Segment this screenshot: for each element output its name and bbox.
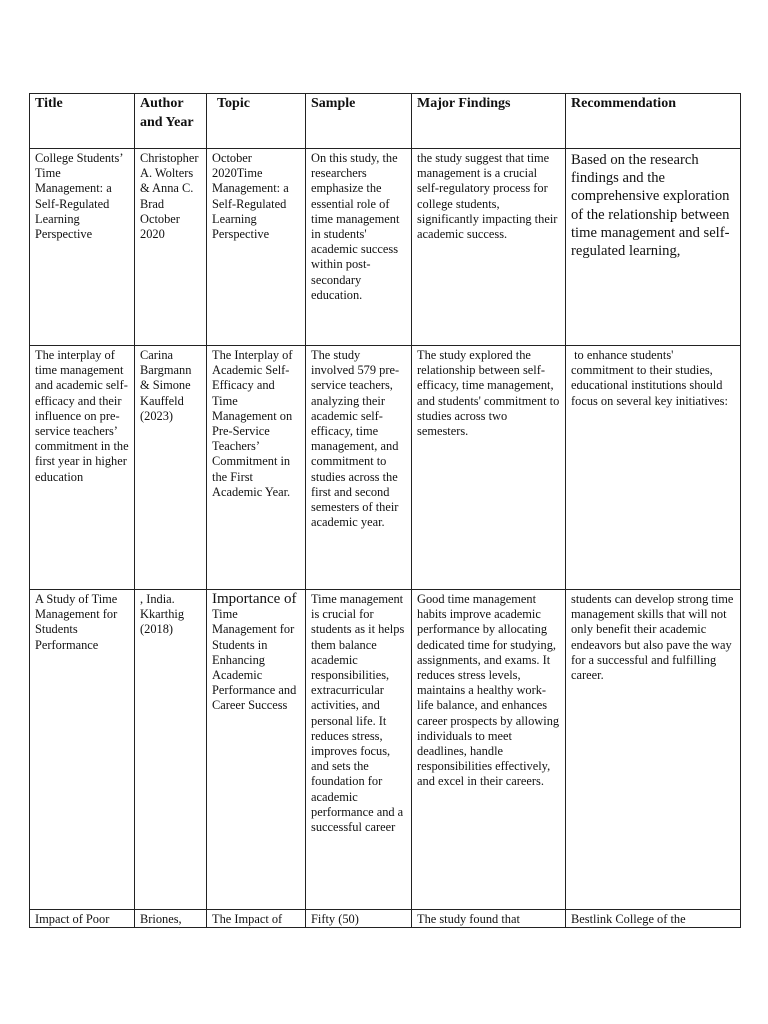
header-recommendation: Recommendation: [566, 94, 741, 149]
cell-recommendation: students can develop strong time management skills that will not only benefit their academic endeavors but also pave the way for a successful and fulfilling career.: [566, 590, 741, 910]
cell-sample: Fifty (50): [306, 910, 412, 928]
table-row: [30, 910, 741, 928]
cell-author-year: Briones,: [135, 910, 207, 928]
header-title: Title: [30, 94, 135, 149]
cell-topic: The Interplay of Academic Self-Efficacy and Time Management on Pre-Service Teachers’ Commitment in the First Academic Year.: [207, 346, 306, 590]
header-row: [30, 94, 741, 149]
cell-sample: The study involved 579 pre-service teachers, analyzing their academic self-efficacy, time management, and commitment to studies across the first and second semesters of their academic year.: [306, 346, 412, 590]
table-row: [30, 346, 741, 590]
cell-author-year: , India. Kkarthig (2018): [135, 590, 207, 910]
cell-recommendation: Based on the research findings and the comprehensive exploration of the relationship between time management and self-regulated learning,: [566, 149, 741, 346]
cell-title: College Students’ Time Management: a Self-Regulated Learning Perspective: [30, 149, 135, 346]
cell-topic: October 2020Time Management: a Self-Regulated Learning Perspective: [207, 149, 306, 346]
cell-topic: The Impact of: [207, 910, 306, 928]
cell-major-findings: the study suggest that time management is a crucial self-regulatory process for college students, significantly impacting their academic success.: [412, 149, 566, 346]
literature-review-table: [29, 93, 741, 928]
cell-recommendation: to enhance students' commitment to their studies, educational institutions should focus on several key initiatives:: [566, 346, 741, 590]
cell-title: A Study of Time Management for Students Performance: [30, 590, 135, 910]
cell-recommendation: Bestlink College of the: [566, 910, 741, 928]
header-sample: Sample: [306, 94, 412, 149]
cell-title: The interplay of time management and academic self-efficacy and their influence on pre-service teachers’ commitment in the first year in higher education: [30, 346, 135, 590]
cell-title: Impact of Poor: [30, 910, 135, 928]
table-row: [30, 149, 741, 346]
header-author-year: Author and Year: [135, 94, 207, 149]
cell-topic: Importance of Time Management for Students in Enhancing Academic Performance and Career Success: [207, 590, 306, 910]
cell-sample: Time management is crucial for students as it helps them balance academic responsibilities, extracurricular activities, and personal life. It reduces stress, improves focus, and sets the foundation for academic performance and a successful career: [306, 590, 412, 910]
cell-sample: On this study, the researchers emphasize the essential role of time management in students' academic success within post-secondary education.: [306, 149, 412, 346]
cell-author-year: Carina Bargmann & Simone Kauffeld (2023): [135, 346, 207, 590]
header-topic: Topic: [207, 94, 306, 149]
cell-major-findings: Good time management habits improve academic performance by allocating dedicated time for studying, assignments, and exams. It reduces stress levels, maintains a healthy work-life balance, and enhances career prospects by allowing individuals to meet deadlines, handle responsibilities effectively, and excel in their careers.: [412, 590, 566, 910]
cell-major-findings: The study explored the relationship between self-efficacy, time management, and students' commitment to studies across two semesters.: [412, 346, 566, 590]
table-row: [30, 590, 741, 910]
cell-major-findings: The study found that: [412, 910, 566, 928]
header-major-findings: Major Findings: [412, 94, 566, 149]
cell-author-year: Christopher A. Wolters & Anna C. Brad October 2020: [135, 149, 207, 346]
